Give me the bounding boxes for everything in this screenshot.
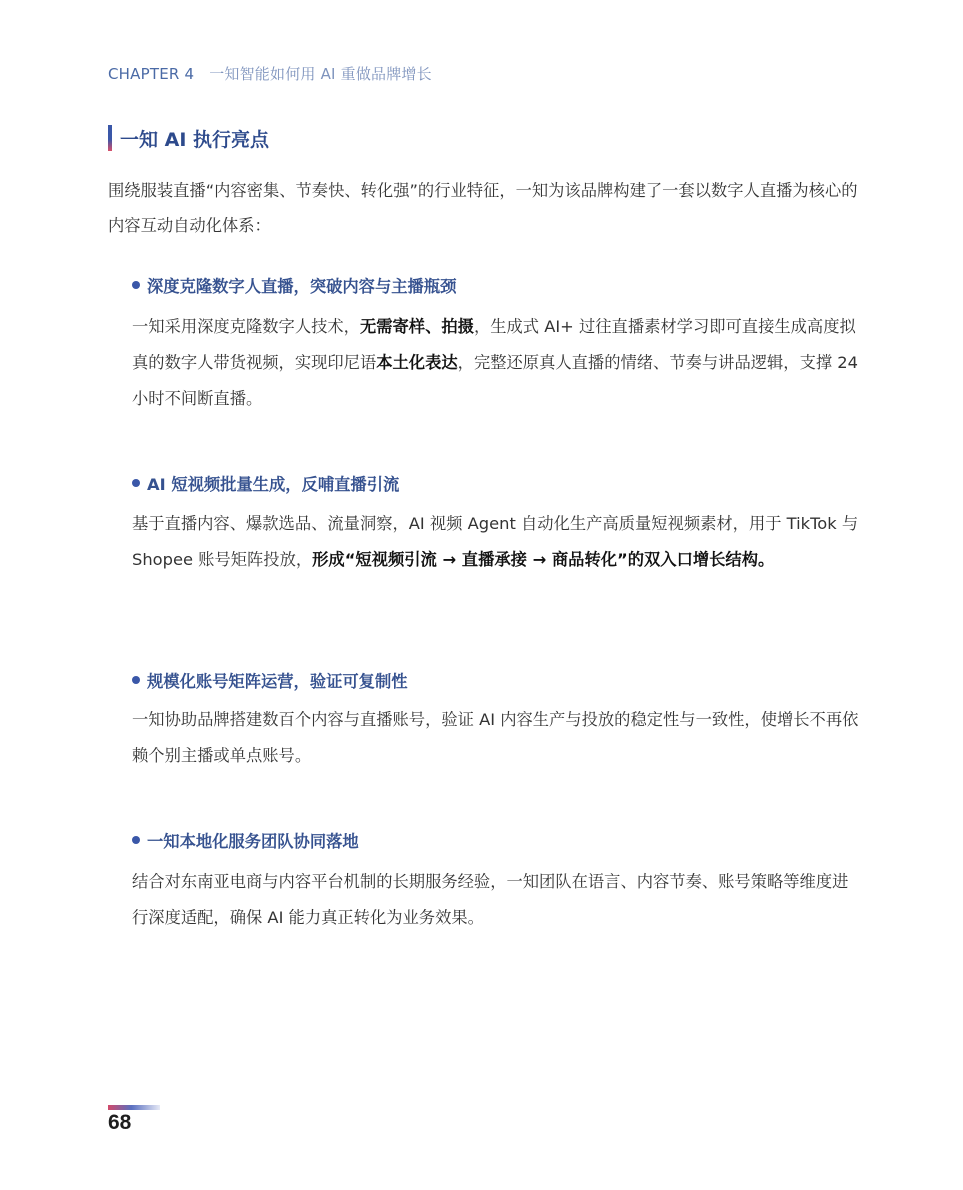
bullet-icon: [132, 479, 140, 487]
section-heading-text: 一知 AI 执行亮点: [120, 128, 270, 151]
body-text: ，生成式 AI+ 过往直播素材学习即可直接生成高度拟真的数字人带货视频，实现印尼语: [132, 317, 856, 372]
item-2-body: [132, 506, 860, 578]
running-header: [108, 63, 432, 84]
chapter-label: CHAPTER 4: [108, 65, 195, 83]
item-2-title-text: AI 短视频批量生成，反哺直播引流: [147, 475, 400, 494]
body-text: 结合对东南亚电商与内容平台机制的长期服务经验，一知团队在语言、内容节奏、账号策略等维度进行深度适配，确保 AI 能力真正转化为业务效果。: [132, 872, 849, 927]
emphasis-text: 形成“短视频引流 → 直播承接 → 商品转化”的双入口增长结构。: [312, 550, 775, 569]
item-2-title: [132, 471, 399, 495]
item-1-body: [132, 309, 860, 417]
body-text: 基于直播内容、爆款选品、流量洞察，AI 视频 Agent 自动化生产高质量短视频素材，用于 TikTok 与 Shopee 账号矩阵投放，: [132, 514, 859, 569]
page-number-accent-bar: [108, 1105, 160, 1110]
emphasis-text: 本土化表达: [376, 353, 458, 372]
item-4-title: [132, 828, 359, 852]
body-text: 一知协助品牌搭建数百个内容与直播账号，验证 AI 内容生产与投放的稳定性与一致性，使增长不再依赖个别主播或单点账号。: [132, 710, 859, 765]
heading-accent-bar: [108, 125, 112, 151]
item-3-title: [132, 668, 408, 692]
body-text: ，完整还原真人直播的情绪、节奏与讲品逻辑，支撑 24 小时不间断直播。: [132, 353, 859, 408]
body-text: 一知采用深度克隆数字人技术，: [132, 317, 360, 336]
section-heading: [108, 124, 269, 152]
item-3-body: [132, 702, 860, 774]
item-1-title: [132, 273, 456, 297]
bullet-icon: [132, 836, 140, 844]
item-4-title-text: 一知本地化服务团队协同落地: [147, 832, 359, 851]
intro-paragraph: 围绕服装直播“内容密集、节奏快、转化强”的行业特征，一知为该品牌构建了一套以数字人直播为核心的内容互动自动化体系：: [108, 181, 858, 235]
item-4-body: [132, 864, 860, 936]
bullet-icon: [132, 281, 140, 289]
emphasis-text: 无需寄样、拍摄: [359, 317, 474, 336]
chapter-title: 一知智能如何用 AI 重做品牌增长: [209, 65, 432, 83]
page-number: 68: [108, 1111, 132, 1134]
bullet-icon: [132, 676, 140, 684]
item-1-title-text: 深度克隆数字人直播，突破内容与主播瓶颈: [147, 277, 457, 296]
item-3-title-text: 规模化账号矩阵运营，验证可复制性: [147, 672, 408, 691]
